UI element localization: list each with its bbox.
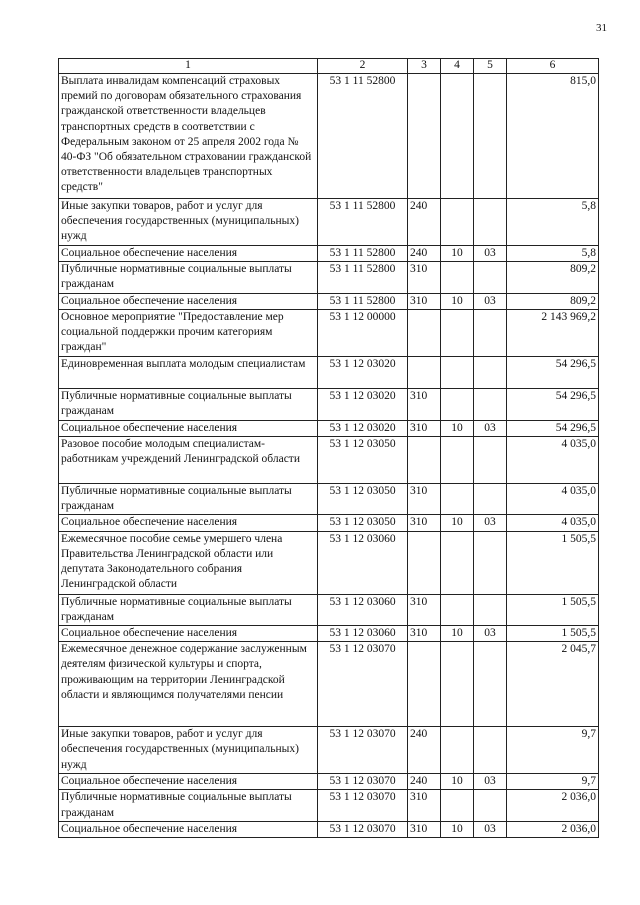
cell-name: Разовое пособие молодым специалистам-работникам учреждений Ленинградской области bbox=[59, 437, 318, 484]
cell-section bbox=[441, 74, 474, 199]
cell-subsection bbox=[474, 262, 507, 293]
table-body bbox=[59, 74, 599, 838]
cell-expense-type: 240 bbox=[408, 246, 441, 262]
cell-expense-type bbox=[408, 531, 441, 594]
cell-target-code: 53 1 11 52800 bbox=[318, 293, 408, 309]
cell-name: Социальное обеспечение населения bbox=[59, 293, 318, 309]
cell-subsection bbox=[474, 437, 507, 484]
cell-target-code: 53 1 12 03060 bbox=[318, 594, 408, 625]
cell-name: Выплата инвалидам компенсаций страховых премий по договорам обязательного страхования гражданской ответственности владельцев транспортных средств в соответствии с Федеральным законом от 25 апреля 2002 года № 40-ФЗ "Об обязательном страховании гражданской ответственности владельцев транспортных средств" bbox=[59, 74, 318, 199]
cell-subsection bbox=[474, 356, 507, 388]
budget-table bbox=[58, 58, 599, 838]
cell-section bbox=[441, 531, 474, 594]
cell-amount: 4 035,0 bbox=[507, 515, 599, 531]
cell-target-code: 53 1 12 03060 bbox=[318, 531, 408, 594]
cell-amount: 2 143 969,2 bbox=[507, 309, 599, 356]
cell-section bbox=[441, 437, 474, 484]
table-row bbox=[59, 246, 599, 262]
cell-section bbox=[441, 262, 474, 293]
cell-subsection: 03 bbox=[474, 420, 507, 436]
cell-target-code: 53 1 12 03070 bbox=[318, 790, 408, 821]
cell-amount: 9,7 bbox=[507, 774, 599, 790]
page-number: 31 bbox=[596, 22, 607, 34]
cell-amount: 9,7 bbox=[507, 727, 599, 774]
cell-name: Социальное обеспечение населения bbox=[59, 774, 318, 790]
table-row bbox=[59, 727, 599, 774]
table-row bbox=[59, 484, 599, 515]
cell-amount: 2 036,0 bbox=[507, 790, 599, 821]
cell-subsection bbox=[474, 484, 507, 515]
cell-expense-type: 240 bbox=[408, 727, 441, 774]
cell-name: Ежемесячное денежное содержание заслуженным деятелям физической культуры и спорта, проживающим на территории Ленинградской области и являющимся получателями пенсии bbox=[59, 642, 318, 727]
cell-target-code: 53 1 11 52800 bbox=[318, 246, 408, 262]
cell-amount: 809,2 bbox=[507, 262, 599, 293]
cell-target-code: 53 1 12 03060 bbox=[318, 626, 408, 642]
cell-amount: 4 035,0 bbox=[507, 437, 599, 484]
table-row bbox=[59, 437, 599, 484]
table-header-row bbox=[59, 59, 599, 74]
table-row bbox=[59, 642, 599, 727]
cell-expense-type bbox=[408, 642, 441, 727]
cell-name: Социальное обеспечение населения bbox=[59, 246, 318, 262]
cell-target-code: 53 1 12 03070 bbox=[318, 774, 408, 790]
cell-name: Публичные нормативные социальные выплаты гражданам bbox=[59, 388, 318, 420]
cell-section bbox=[441, 484, 474, 515]
table-row bbox=[59, 356, 599, 388]
cell-target-code: 53 1 12 03050 bbox=[318, 484, 408, 515]
table-row bbox=[59, 626, 599, 642]
cell-subsection: 03 bbox=[474, 821, 507, 837]
cell-section: 10 bbox=[441, 420, 474, 436]
cell-expense-type: 310 bbox=[408, 293, 441, 309]
cell-section bbox=[441, 727, 474, 774]
header-col-5: 5 bbox=[474, 59, 507, 74]
cell-section: 10 bbox=[441, 774, 474, 790]
cell-amount: 1 505,5 bbox=[507, 594, 599, 625]
cell-target-code: 53 1 12 00000 bbox=[318, 309, 408, 356]
cell-expense-type: 310 bbox=[408, 821, 441, 837]
cell-amount: 2 036,0 bbox=[507, 821, 599, 837]
cell-target-code: 53 1 11 52800 bbox=[318, 74, 408, 199]
cell-section: 10 bbox=[441, 515, 474, 531]
cell-section bbox=[441, 199, 474, 246]
cell-subsection: 03 bbox=[474, 515, 507, 531]
table-row bbox=[59, 531, 599, 594]
cell-target-code: 53 1 11 52800 bbox=[318, 199, 408, 246]
cell-name: Основное мероприятие "Предоставление мер социальной поддержки прочим категориям граждан" bbox=[59, 309, 318, 356]
table-row bbox=[59, 262, 599, 293]
cell-target-code: 53 1 12 03070 bbox=[318, 642, 408, 727]
cell-target-code: 53 1 12 03050 bbox=[318, 515, 408, 531]
cell-name: Публичные нормативные социальные выплаты гражданам bbox=[59, 262, 318, 293]
cell-subsection bbox=[474, 727, 507, 774]
cell-name: Социальное обеспечение населения bbox=[59, 515, 318, 531]
table-row bbox=[59, 594, 599, 625]
cell-subsection bbox=[474, 790, 507, 821]
cell-expense-type: 310 bbox=[408, 515, 441, 531]
cell-amount: 1 505,5 bbox=[507, 531, 599, 594]
table-row bbox=[59, 821, 599, 837]
cell-expense-type: 310 bbox=[408, 262, 441, 293]
header-col-4: 4 bbox=[441, 59, 474, 74]
cell-name: Социальное обеспечение населения bbox=[59, 420, 318, 436]
cell-expense-type: 310 bbox=[408, 420, 441, 436]
cell-section bbox=[441, 356, 474, 388]
cell-name: Иные закупки товаров, работ и услуг для обеспечения государственных (муниципальных) нужд bbox=[59, 727, 318, 774]
header-col-3: 3 bbox=[408, 59, 441, 74]
cell-amount: 4 035,0 bbox=[507, 484, 599, 515]
cell-amount: 1 505,5 bbox=[507, 626, 599, 642]
table-row bbox=[59, 199, 599, 246]
cell-subsection bbox=[474, 642, 507, 727]
cell-amount: 54 296,5 bbox=[507, 420, 599, 436]
cell-expense-type: 310 bbox=[408, 626, 441, 642]
cell-expense-type bbox=[408, 74, 441, 199]
cell-expense-type bbox=[408, 309, 441, 356]
cell-section bbox=[441, 309, 474, 356]
table-row bbox=[59, 790, 599, 821]
cell-subsection bbox=[474, 388, 507, 420]
table-row bbox=[59, 74, 599, 199]
table-row bbox=[59, 309, 599, 356]
cell-subsection bbox=[474, 531, 507, 594]
cell-expense-type bbox=[408, 437, 441, 484]
cell-amount: 815,0 bbox=[507, 74, 599, 199]
cell-name: Ежемесячное пособие семье умершего члена Правительства Ленинградской области или депутата Законодательного собрания Ленинградской области bbox=[59, 531, 318, 594]
cell-section bbox=[441, 642, 474, 727]
cell-target-code: 53 1 12 03020 bbox=[318, 356, 408, 388]
cell-subsection: 03 bbox=[474, 774, 507, 790]
cell-amount: 5,8 bbox=[507, 246, 599, 262]
cell-subsection: 03 bbox=[474, 246, 507, 262]
cell-target-code: 53 1 12 03020 bbox=[318, 420, 408, 436]
cell-name: Публичные нормативные социальные выплаты гражданам bbox=[59, 484, 318, 515]
header-col-6: 6 bbox=[507, 59, 599, 74]
cell-section bbox=[441, 594, 474, 625]
cell-name: Публичные нормативные социальные выплаты гражданам bbox=[59, 790, 318, 821]
cell-expense-type bbox=[408, 356, 441, 388]
table-row bbox=[59, 420, 599, 436]
header-col-2: 2 bbox=[318, 59, 408, 74]
cell-target-code: 53 1 12 03070 bbox=[318, 727, 408, 774]
cell-expense-type: 310 bbox=[408, 484, 441, 515]
cell-amount: 54 296,5 bbox=[507, 356, 599, 388]
cell-name: Единовременная выплата молодым специалистам bbox=[59, 356, 318, 388]
cell-expense-type: 310 bbox=[408, 388, 441, 420]
table-row bbox=[59, 515, 599, 531]
cell-section: 10 bbox=[441, 626, 474, 642]
cell-section: 10 bbox=[441, 293, 474, 309]
cell-amount: 809,2 bbox=[507, 293, 599, 309]
cell-target-code: 53 1 12 03050 bbox=[318, 437, 408, 484]
cell-expense-type: 310 bbox=[408, 594, 441, 625]
cell-target-code: 53 1 12 03070 bbox=[318, 821, 408, 837]
cell-name: Социальное обеспечение населения bbox=[59, 626, 318, 642]
table-row bbox=[59, 388, 599, 420]
cell-amount: 2 045,7 bbox=[507, 642, 599, 727]
cell-name: Социальное обеспечение населения bbox=[59, 821, 318, 837]
header-col-1: 1 bbox=[59, 59, 318, 74]
cell-subsection bbox=[474, 594, 507, 625]
cell-section bbox=[441, 388, 474, 420]
cell-subsection bbox=[474, 199, 507, 246]
cell-section bbox=[441, 790, 474, 821]
cell-name: Публичные нормативные социальные выплаты гражданам bbox=[59, 594, 318, 625]
cell-target-code: 53 1 12 03020 bbox=[318, 388, 408, 420]
cell-amount: 54 296,5 bbox=[507, 388, 599, 420]
cell-section: 10 bbox=[441, 821, 474, 837]
cell-subsection: 03 bbox=[474, 626, 507, 642]
cell-subsection bbox=[474, 74, 507, 199]
cell-expense-type: 310 bbox=[408, 790, 441, 821]
cell-expense-type: 240 bbox=[408, 774, 441, 790]
table-row bbox=[59, 293, 599, 309]
table-row bbox=[59, 774, 599, 790]
cell-subsection bbox=[474, 309, 507, 356]
cell-amount: 5,8 bbox=[507, 199, 599, 246]
cell-name: Иные закупки товаров, работ и услуг для обеспечения государственных (муниципальных) нужд bbox=[59, 199, 318, 246]
cell-target-code: 53 1 11 52800 bbox=[318, 262, 408, 293]
cell-section: 10 bbox=[441, 246, 474, 262]
cell-expense-type: 240 bbox=[408, 199, 441, 246]
cell-subsection: 03 bbox=[474, 293, 507, 309]
